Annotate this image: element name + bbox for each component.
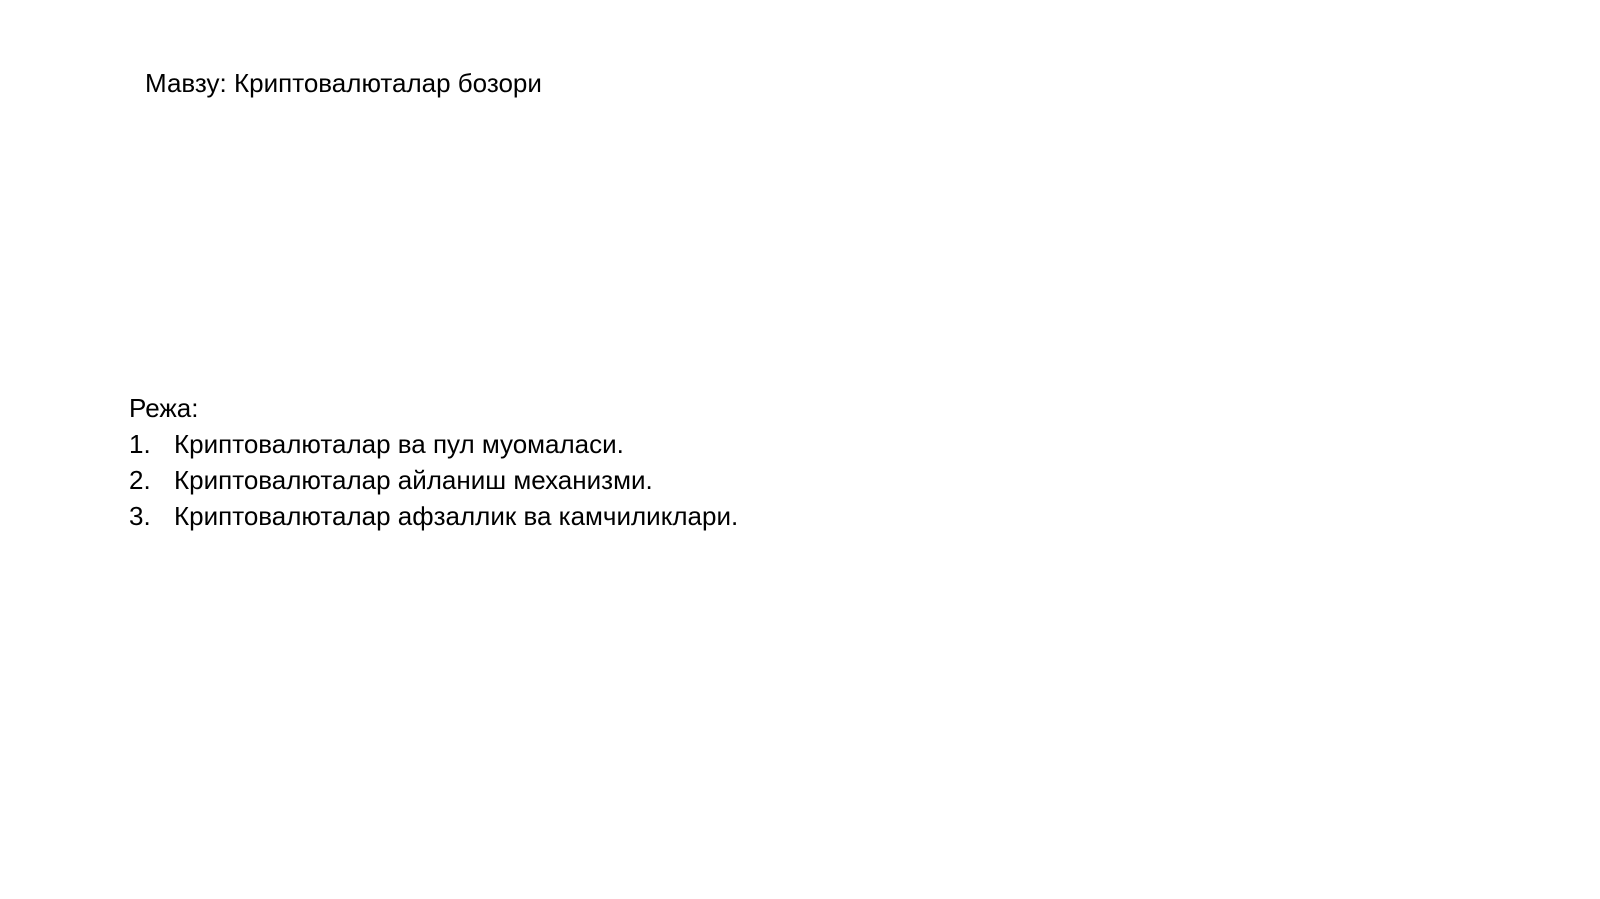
plan-item-number: 1. xyxy=(129,429,151,459)
plan-list xyxy=(129,426,738,534)
plan-item-2 xyxy=(129,462,738,498)
plan-item-number: 3. xyxy=(129,501,151,531)
plan-item-text: Криптовалюталар афзаллик ва камчиликлари. xyxy=(174,501,739,531)
slide-title: Мавзу: Криптовалюталар бозори xyxy=(145,68,542,98)
plan-section xyxy=(129,390,738,534)
plan-item-number: 2. xyxy=(129,465,151,495)
plan-item-1 xyxy=(129,426,738,462)
plan-item-text: Криптовалюталар ва пул муомаласи. xyxy=(174,429,624,459)
plan-item-3 xyxy=(129,498,738,534)
plan-heading: Режа: xyxy=(129,393,199,423)
plan-item-text: Криптовалюталар айланиш механизми. xyxy=(174,465,653,495)
